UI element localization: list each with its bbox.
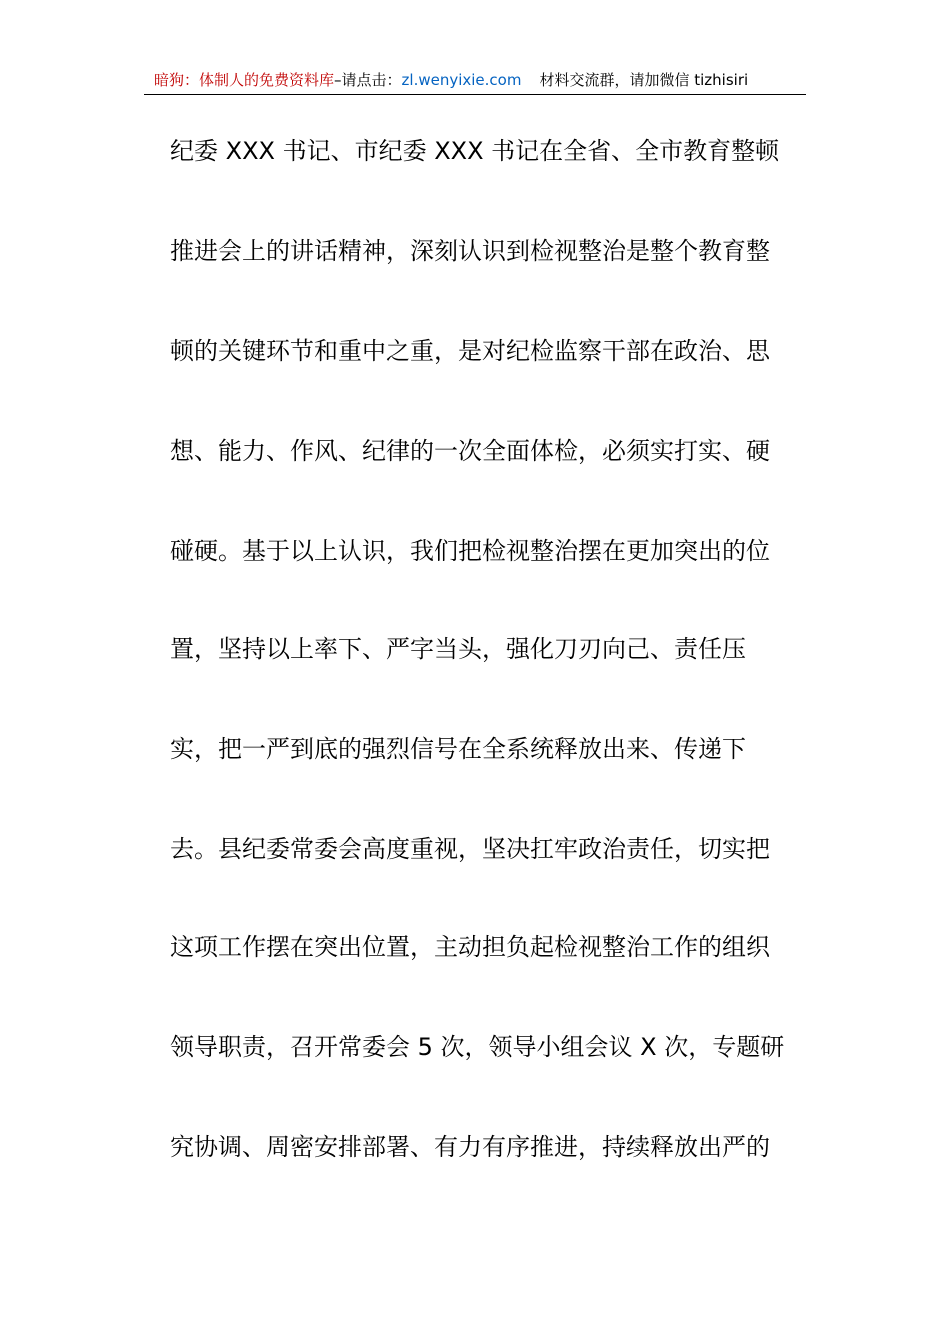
body-line: 纪委 XXX 书记、市纪委 XXX 书记在全省、全市教育整顿 (170, 137, 780, 165)
body-line: 实，把一严到底的强烈信号在全系统释放出来、传递下 (170, 735, 746, 763)
group-note: 材料交流群，请加微信 tizhisiri (539, 71, 749, 89)
body-line: 领导职责，召开常委会 5 次，领导小组会议 X 次，专题研 (170, 1033, 785, 1061)
click-label: –请点击： (334, 71, 402, 89)
body-line: 这项工作摆在突出位置，主动担负起检视整治工作的组织 (170, 933, 770, 961)
body-line: 置，坚持以上率下、严字当头，强化刀刃向己、责任压 (170, 635, 746, 663)
body-line: 去。县纪委常委会高度重视，坚决扛牢政治责任，切实把 (170, 835, 770, 863)
body-line: 究协调、周密安排部署、有力有序推进，持续释放出严的 (170, 1133, 770, 1161)
brand-title: 暗狗：体制人的免费资料库 (154, 71, 335, 89)
body-line: 顿的关键环节和重中之重，是对纪检监察干部在政治、思 (170, 337, 770, 365)
site-link[interactable]: zl.wenyixie.com (401, 71, 522, 89)
body-line: 推进会上的讲话精神，深刻认识到检视整治是整个教育整 (170, 237, 770, 265)
page-header (144, 70, 806, 95)
body-line: 碰硬。基于以上认识，我们把检视整治摆在更加突出的位 (170, 537, 770, 565)
body-line: 想、能力、作风、纪律的一次全面体检，必须实打实、硬 (170, 437, 770, 465)
